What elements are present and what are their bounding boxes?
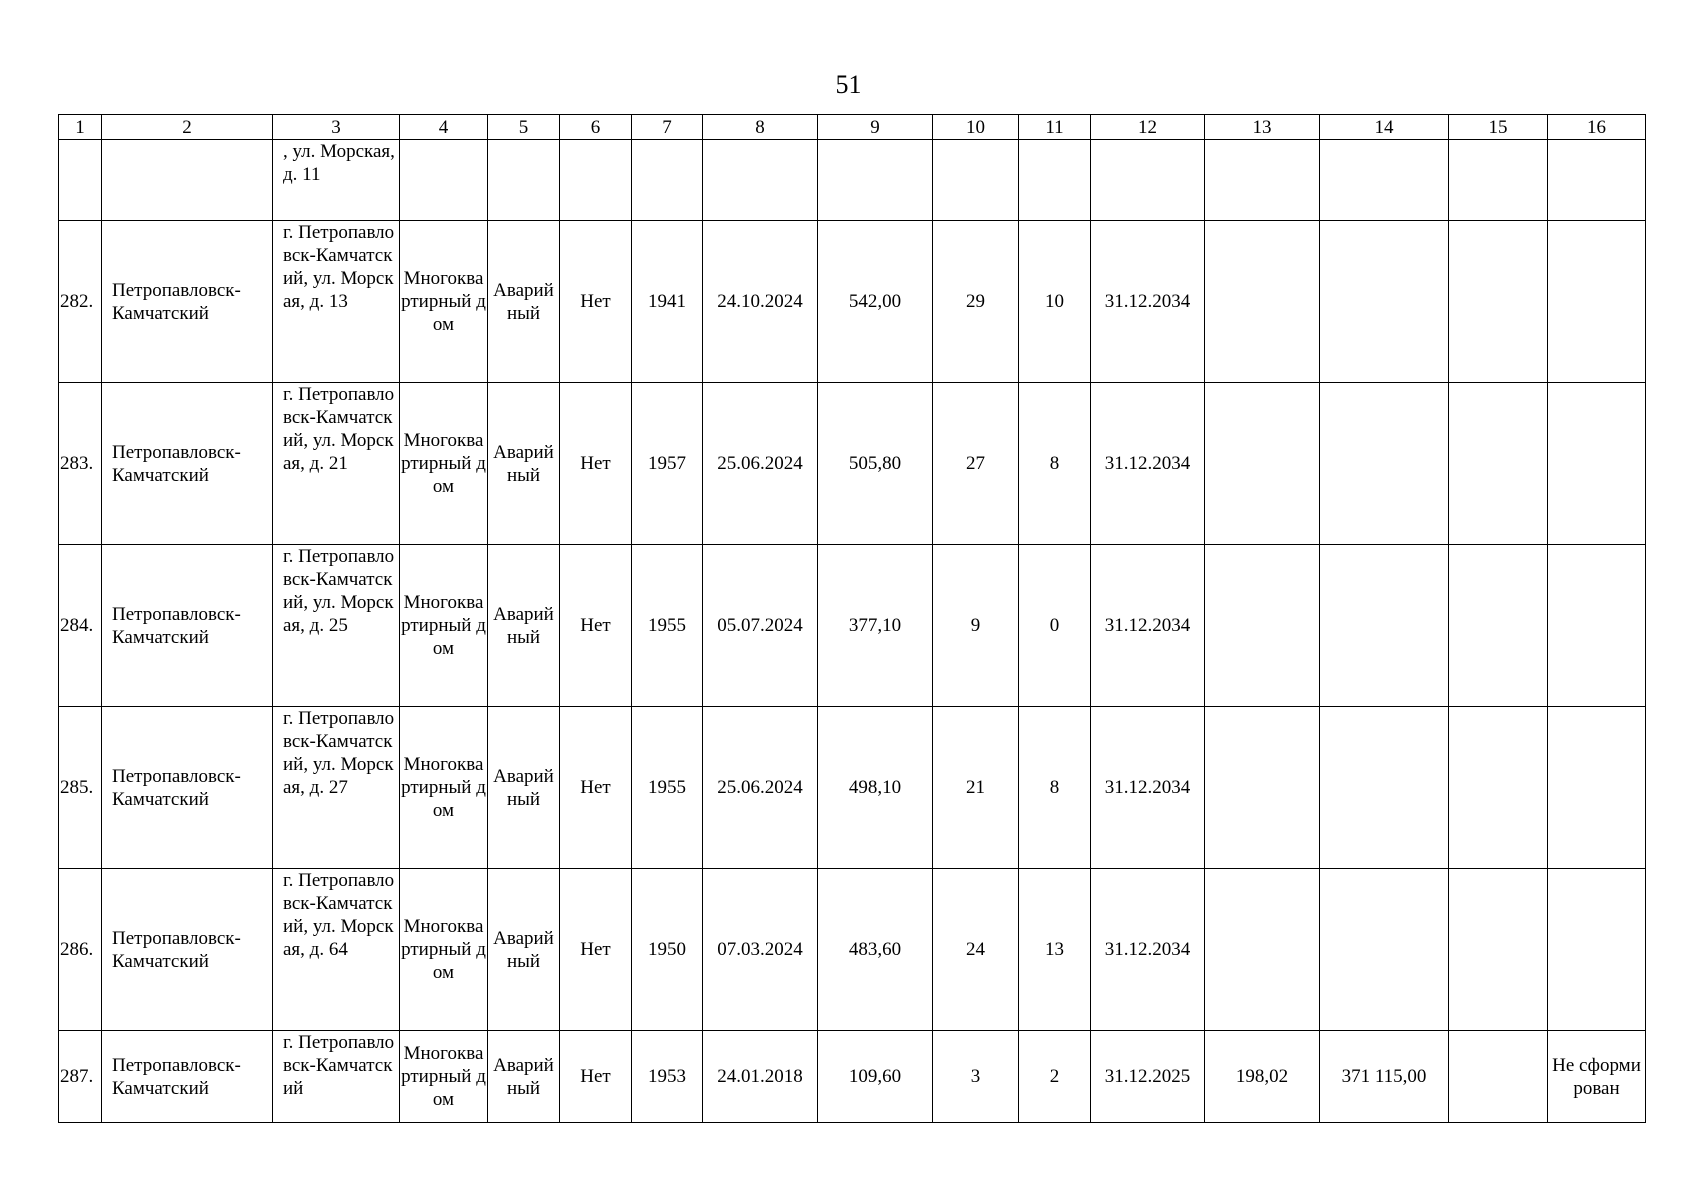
deadline-cell: 31.12.2034 xyxy=(1091,869,1205,1031)
municipality-cell: Петропавловск-Камчатский xyxy=(102,707,273,869)
column-header: 5 xyxy=(488,115,560,140)
column-16-cell xyxy=(1548,383,1646,545)
table-row xyxy=(59,707,1646,869)
column-header: 14 xyxy=(1320,115,1449,140)
address-cell: г. Петропавловск-Камчатский xyxy=(273,1031,400,1123)
column-15-cell xyxy=(1449,545,1548,707)
column-14-cell: 371 115,00 xyxy=(1320,1031,1449,1123)
recognition-date-cell: 24.10.2024 xyxy=(703,221,818,383)
municipality-cell: Петропавловск-Камчатский xyxy=(102,545,273,707)
column-14-cell xyxy=(1320,707,1449,869)
column-14-cell xyxy=(1320,221,1449,383)
construction-year-cell: 1941 xyxy=(632,221,703,383)
cell xyxy=(488,140,560,221)
cell xyxy=(1091,140,1205,221)
recognition-date-cell: 07.03.2024 xyxy=(703,869,818,1031)
area-cell: 377,10 xyxy=(818,545,933,707)
municipality-cell: Петропавловск-Камчатский xyxy=(102,221,273,383)
construction-year-cell: 1950 xyxy=(632,869,703,1031)
area-cell: 542,00 xyxy=(818,221,933,383)
count-cell: 0 xyxy=(1019,545,1091,707)
column-13-cell xyxy=(1205,383,1320,545)
row-number-cell: 287. xyxy=(59,1031,102,1123)
area-cell: 498,10 xyxy=(818,707,933,869)
condition-cell: Аварийный xyxy=(488,707,560,869)
flag-cell: Нет xyxy=(560,221,632,383)
residents-cell: 24 xyxy=(933,869,1019,1031)
building-type-cell: Многоквартирный дом xyxy=(400,707,488,869)
cell xyxy=(1449,140,1548,221)
recognition-date-cell: 05.07.2024 xyxy=(703,545,818,707)
deadline-cell: 31.12.2034 xyxy=(1091,383,1205,545)
housing-registry-table xyxy=(58,114,1646,1123)
column-13-cell xyxy=(1205,869,1320,1031)
building-type-cell: Многоквартирный дом xyxy=(400,545,488,707)
table-row xyxy=(59,869,1646,1031)
column-header: 7 xyxy=(632,115,703,140)
condition-cell: Аварийный xyxy=(488,383,560,545)
address-cell: г. Петропавловск-Камчатский, ул. Морская, д. 13 xyxy=(273,221,400,383)
recognition-date-cell: 25.06.2024 xyxy=(703,383,818,545)
flag-cell: Нет xyxy=(560,869,632,1031)
cell xyxy=(59,140,102,221)
column-16-cell xyxy=(1548,221,1646,383)
cell xyxy=(1320,140,1449,221)
column-header: 3 xyxy=(273,115,400,140)
residents-cell: 3 xyxy=(933,1031,1019,1123)
building-type-cell: Многоквартирный дом xyxy=(400,869,488,1031)
column-header: 6 xyxy=(560,115,632,140)
page-number: 51 xyxy=(835,70,862,99)
count-cell: 2 xyxy=(1019,1031,1091,1123)
recognition-date-cell: 25.06.2024 xyxy=(703,707,818,869)
column-14-cell xyxy=(1320,869,1449,1031)
column-15-cell xyxy=(1449,869,1548,1031)
area-cell: 109,60 xyxy=(818,1031,933,1123)
cell xyxy=(933,140,1019,221)
column-13-cell xyxy=(1205,707,1320,869)
column-header: 10 xyxy=(933,115,1019,140)
condition-cell: Аварийный xyxy=(488,545,560,707)
flag-cell: Нет xyxy=(560,383,632,545)
column-16-cell xyxy=(1548,545,1646,707)
column-header: 13 xyxy=(1205,115,1320,140)
column-14-cell xyxy=(1320,383,1449,545)
continuation-row xyxy=(59,140,1646,221)
building-type-cell: Многоквартирный дом xyxy=(400,1031,488,1123)
residents-cell: 29 xyxy=(933,221,1019,383)
recognition-date-cell: 24.01.2018 xyxy=(703,1031,818,1123)
count-cell: 10 xyxy=(1019,221,1091,383)
cell xyxy=(818,140,933,221)
column-header: 1 xyxy=(59,115,102,140)
flag-cell: Нет xyxy=(560,1031,632,1123)
row-number-cell: 283. xyxy=(59,383,102,545)
table-row xyxy=(59,545,1646,707)
condition-cell: Аварийный xyxy=(488,1031,560,1123)
column-header: 2 xyxy=(102,115,273,140)
column-16-cell: Не сформирован xyxy=(1548,1031,1646,1123)
column-header: 8 xyxy=(703,115,818,140)
column-16-cell xyxy=(1548,707,1646,869)
deadline-cell: 31.12.2034 xyxy=(1091,545,1205,707)
count-cell: 8 xyxy=(1019,707,1091,869)
column-13-cell xyxy=(1205,221,1320,383)
condition-cell: Аварийный xyxy=(488,221,560,383)
municipality-cell: Петропавловск-Камчатский xyxy=(102,1031,273,1123)
residents-cell: 21 xyxy=(933,707,1019,869)
column-header: 16 xyxy=(1548,115,1646,140)
address-cell: г. Петропавловск-Камчатский, ул. Морская, д. 64 xyxy=(273,869,400,1031)
cell xyxy=(400,140,488,221)
column-15-cell xyxy=(1449,707,1548,869)
row-number-cell: 285. xyxy=(59,707,102,869)
row-number-cell: 286. xyxy=(59,869,102,1031)
construction-year-cell: 1953 xyxy=(632,1031,703,1123)
column-16-cell xyxy=(1548,869,1646,1031)
table-row xyxy=(59,1031,1646,1123)
address-cell: г. Петропавловск-Камчатский, ул. Морская, д. 25 xyxy=(273,545,400,707)
column-14-cell xyxy=(1320,545,1449,707)
cell xyxy=(1548,140,1646,221)
construction-year-cell: 1955 xyxy=(632,545,703,707)
address-cell: , ул. Морская, д. 11 xyxy=(273,140,400,221)
deadline-cell: 31.12.2034 xyxy=(1091,221,1205,383)
flag-cell: Нет xyxy=(560,707,632,869)
column-number-header-row xyxy=(59,115,1646,140)
residents-cell: 27 xyxy=(933,383,1019,545)
column-header: 12 xyxy=(1091,115,1205,140)
table-row xyxy=(59,383,1646,545)
construction-year-cell: 1955 xyxy=(632,707,703,869)
condition-cell: Аварийный xyxy=(488,869,560,1031)
building-type-cell: Многоквартирный дом xyxy=(400,383,488,545)
column-header: 4 xyxy=(400,115,488,140)
area-cell: 483,60 xyxy=(818,869,933,1031)
deadline-cell: 31.12.2034 xyxy=(1091,707,1205,869)
column-header: 15 xyxy=(1449,115,1548,140)
municipality-cell: Петропавловск-Камчатский xyxy=(102,869,273,1031)
address-cell: г. Петропавловск-Камчатский, ул. Морская, д. 21 xyxy=(273,383,400,545)
column-15-cell xyxy=(1449,221,1548,383)
row-number-cell: 284. xyxy=(59,545,102,707)
cell xyxy=(1205,140,1320,221)
municipality-cell: Петропавловск-Камчатский xyxy=(102,383,273,545)
column-15-cell xyxy=(1449,1031,1548,1123)
row-number-cell: 282. xyxy=(59,221,102,383)
cell xyxy=(632,140,703,221)
column-13-cell xyxy=(1205,545,1320,707)
cell xyxy=(703,140,818,221)
cell xyxy=(102,140,273,221)
column-header: 11 xyxy=(1019,115,1091,140)
area-cell: 505,80 xyxy=(818,383,933,545)
residents-cell: 9 xyxy=(933,545,1019,707)
column-15-cell xyxy=(1449,383,1548,545)
deadline-cell: 31.12.2025 xyxy=(1091,1031,1205,1123)
cell xyxy=(1019,140,1091,221)
count-cell: 13 xyxy=(1019,869,1091,1031)
building-type-cell: Многоквартирный дом xyxy=(400,221,488,383)
flag-cell: Нет xyxy=(560,545,632,707)
count-cell: 8 xyxy=(1019,383,1091,545)
cell xyxy=(560,140,632,221)
address-cell: г. Петропавловск-Камчатский, ул. Морская, д. 27 xyxy=(273,707,400,869)
construction-year-cell: 1957 xyxy=(632,383,703,545)
column-header: 9 xyxy=(818,115,933,140)
table-row xyxy=(59,221,1646,383)
column-13-cell: 198,02 xyxy=(1205,1031,1320,1123)
